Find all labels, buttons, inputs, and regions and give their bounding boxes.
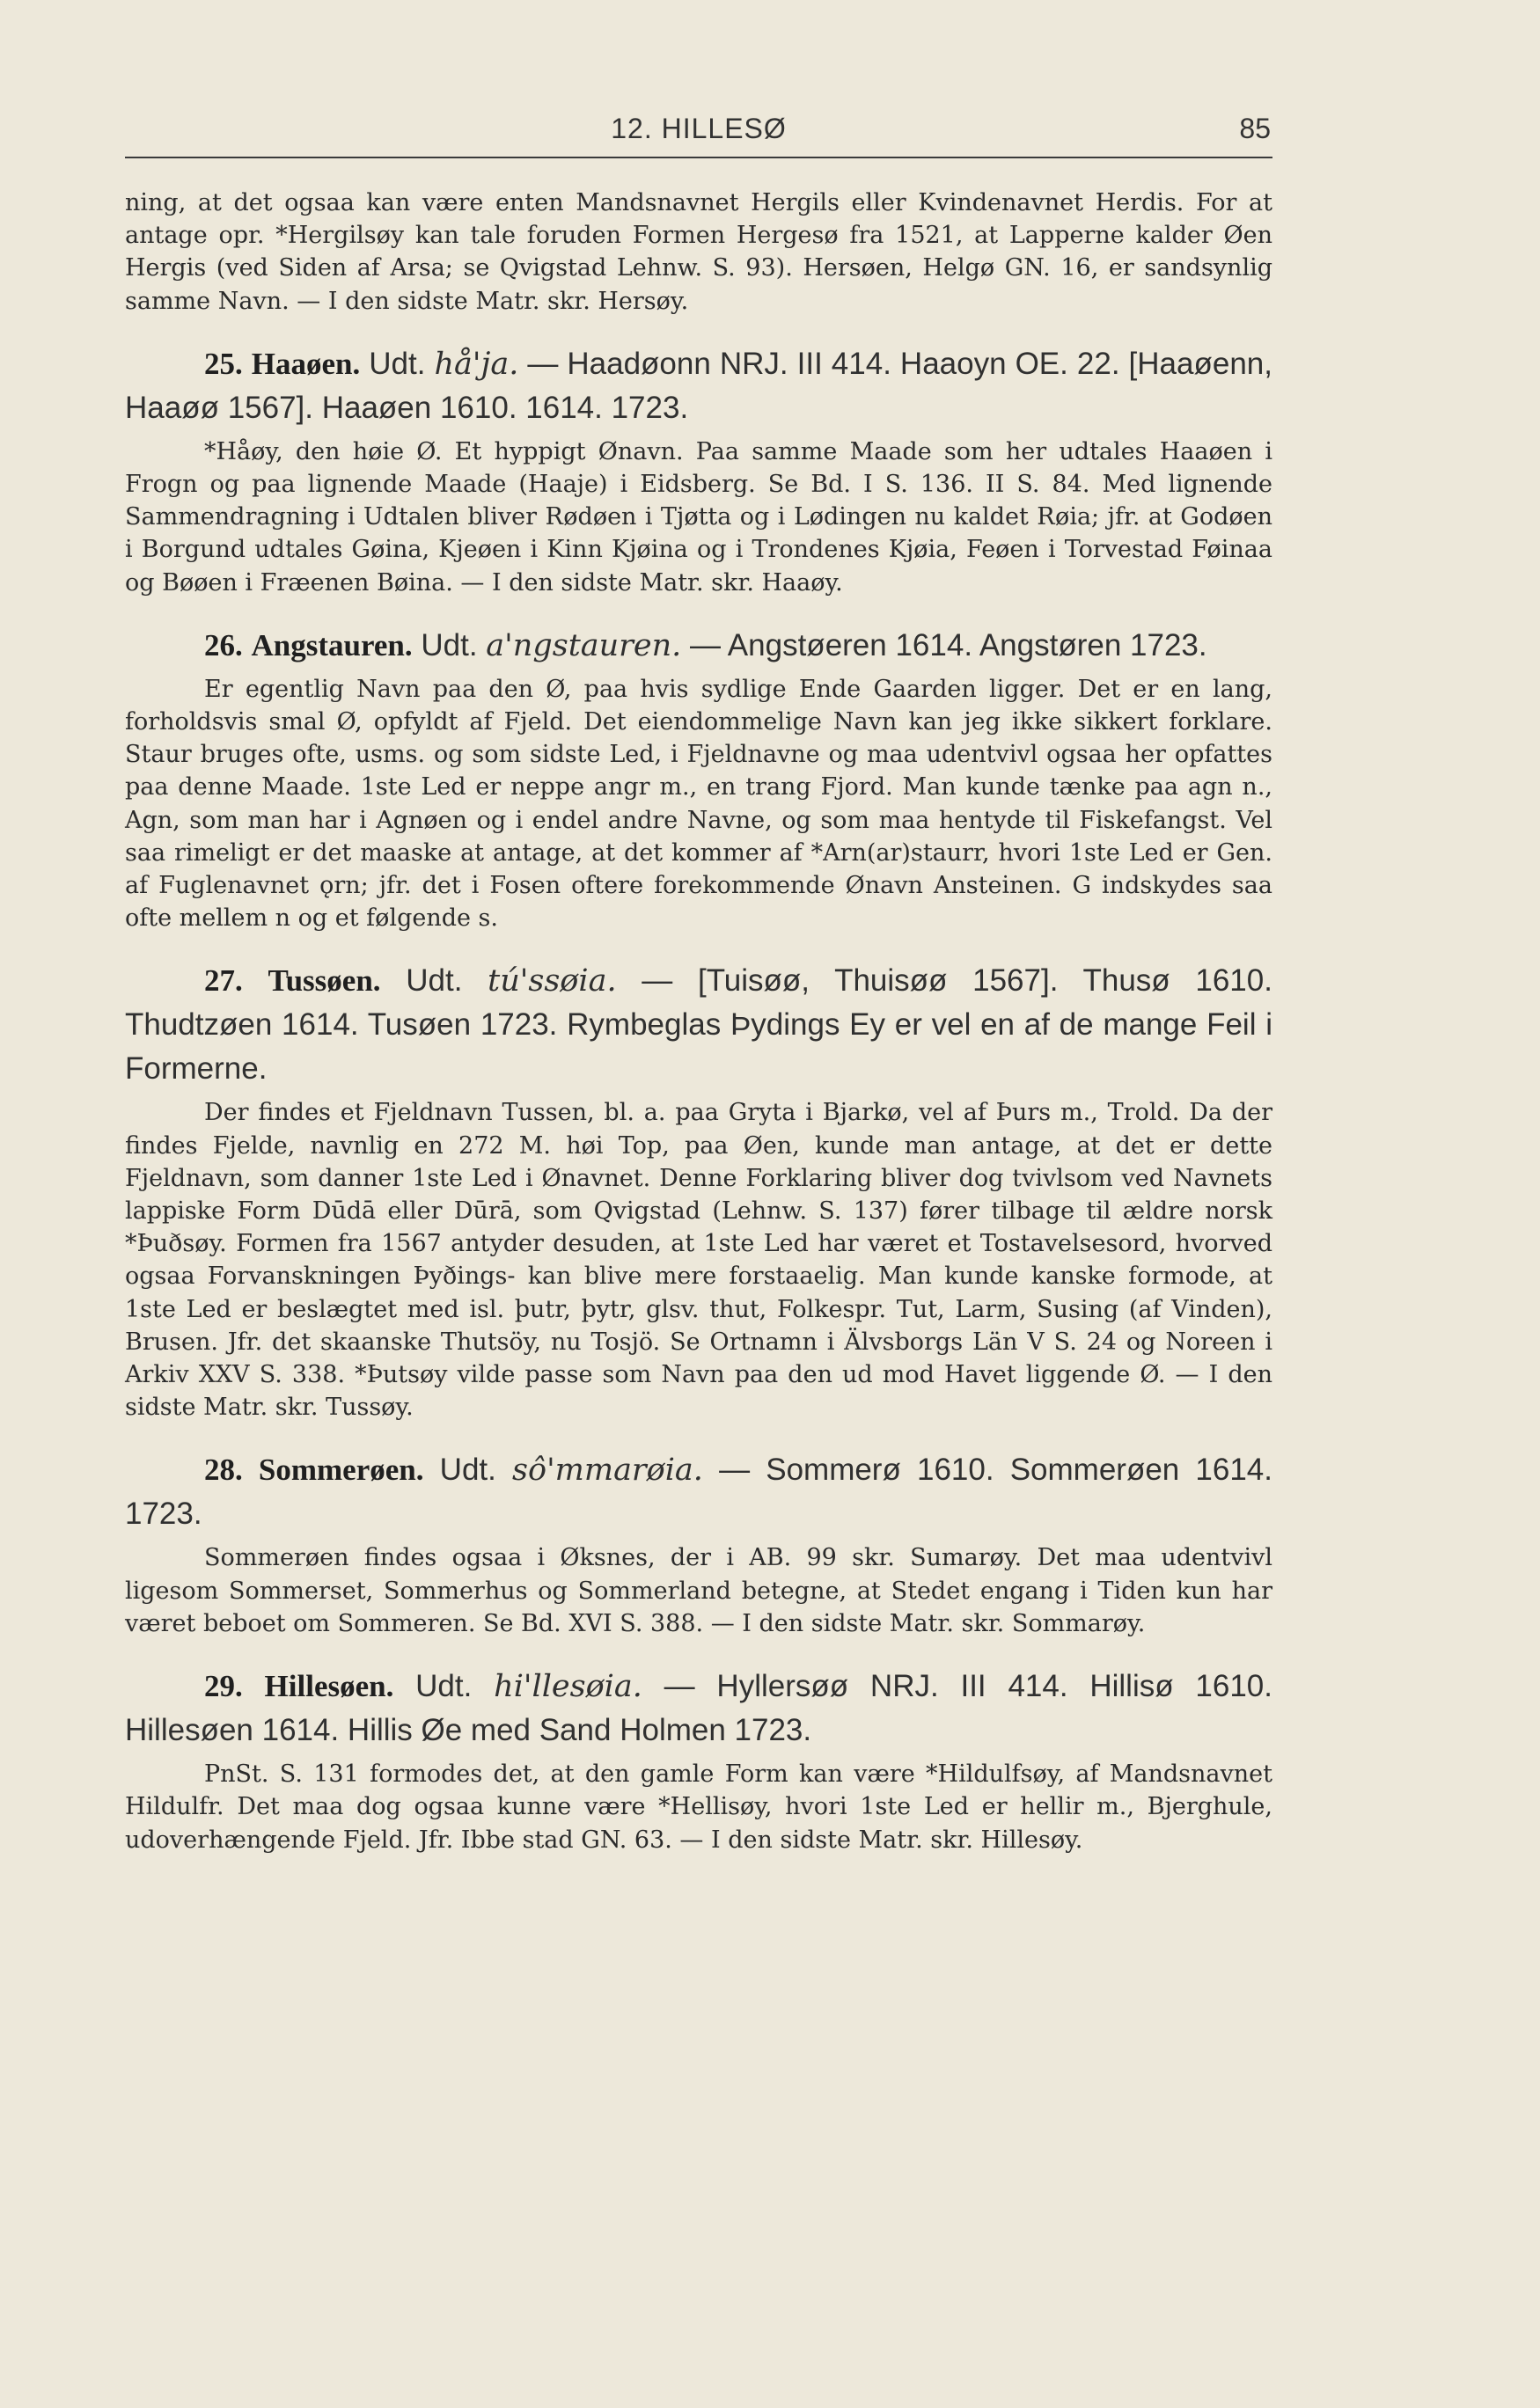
historical-forms: — Hyllersøø NRJ. III 414. Hillisø 1610. Hillesøen 1614. Hillis Øe med Sand Holmen 1723. bbox=[125, 1669, 1272, 1748]
historical-forms: — [Tuisøø, Thuisøø 1567]. Thusø 1610. Thudtzøen 1614. Tusøen 1723. Rymbeglas Þydings Ey er vel en af de mange Feil i Formerne. bbox=[125, 963, 1272, 1087]
entry-name: Hillesøen. bbox=[264, 1669, 394, 1704]
pronunciation: tú'ssøia. bbox=[488, 963, 617, 999]
intro-text: ning, at det ogsaa kan være enten Mandsnavnet Hergils eller Kvindenavnet Herdis. For at antage opr. *Hergilsøy kan tale foruden Formen Hergesø fra 1521, at Lapperne kalder Øen Hergis (ved Siden af Arsa; se Qvigstad Lehnw. S. 93). Hersøen, Helgø GN. 16, er sandsynlig samme Navn. — I den sidste Matr. skr. Hersøy. bbox=[125, 189, 1272, 315]
body-text bbox=[125, 187, 1272, 1856]
entry-name: Tussøen. bbox=[268, 963, 381, 999]
page-number: 85 bbox=[1239, 113, 1271, 144]
entry-name: Haaøen. bbox=[251, 346, 361, 381]
entry-27 bbox=[125, 959, 1272, 1424]
entry-name: Angstauren. bbox=[251, 627, 413, 662]
running-head: 12. HILLESØ bbox=[611, 113, 787, 144]
entry-heading bbox=[125, 624, 1272, 668]
entry-heading bbox=[125, 1448, 1272, 1536]
entry-name: Sommerøen. bbox=[258, 1453, 424, 1488]
entry-number: 29. bbox=[204, 1669, 243, 1704]
udt-label: Udt. bbox=[369, 346, 426, 381]
historical-forms: — Sommerø 1610. Sommerøen 1614. 1723. bbox=[125, 1453, 1272, 1532]
pronunciation: hi'llesøia. bbox=[494, 1669, 642, 1705]
entry-body: Er egentlig Navn paa den Ø, paa hvis sydlige Ende Gaarden ligger. Det er en lang, forholdsvis smal Ø, opfyldt af Fjeld. Det eiendommelige Navn kan jeg ikke sikkert forklare. Staur bruges ofte, usms. og som sidste Led, i Fjeldnavne og maa udentvivl ogsaa her opfattes paa denne Maade. 1ste Led er neppe angr m., en trang Fjord. Man kunde tænke paa agn n., Agn, som man har i Agnøen og i endel andre Navne, og som maa hentyde til Fiskefangst. Vel saa rimeligt er det maaske at antage, at det kommer af *Arn(ar)staurr, hvori 1ste Led er Gen. af Fuglenavnet ǫrn; jfr. det i Fosen oftere forekommende Ønavn Ansteinen. G indskydes saa ofte mellem n og et følgende s. bbox=[125, 675, 1272, 933]
page-header bbox=[125, 113, 1272, 158]
entry-number: 26. bbox=[204, 627, 243, 662]
pronunciation: hå'ja. bbox=[434, 346, 519, 382]
entry-26 bbox=[125, 624, 1272, 935]
entry-body: Der findes et Fjeldnavn Tussen, bl. a. paa Gryta i Bjarkø, vel af Þurs m., Trold. Da der findes Fjelde, navnlig en 272 M. høi Top, paa Øen, kunde man antage, at det er dette Fjeldnavn, som danner 1ste Led i Ønavnet. Denne Forklaring bliver dog tvivlsom ved Navnets lappiske Form Dūdā eller Dūrā, som Qvigstad (Lehnw. S. 137) fører tilbage til ældre norsk *Þuðsøy. Formen fra 1567 antyder desuden, at 1ste Led har været et Tostavelsesord, hvorved ogsaa Forvanskningen Þyðings- kan blive mere forstaaelig. Man kunde kanske formode, at 1ste Led er beslægtet med isl. þutr, þytr, glsv. thut, Folkespr. Tut, Larm, Susing (af Vinden), Brusen. Jfr. det skaanske Thutsöy, nu Tosjö. Se Ortnamn i Älvsborgs Län V S. 24 og Noreen i Arkiv XXV S. 338. *Þutsøy vilde passe som Navn paa den ud mod Havet liggende Ø. — I den sidste Matr. skr. Tussøy. bbox=[125, 1099, 1272, 1422]
udt-label: Udt. bbox=[439, 1453, 496, 1488]
udt-label: Udt. bbox=[406, 963, 463, 999]
entry-number: 28. bbox=[204, 1453, 243, 1488]
intro-paragraph bbox=[125, 187, 1272, 318]
entry-heading bbox=[125, 959, 1272, 1091]
entry-body: PnSt. S. 131 formodes det, at den gamle Form kan være *Hildulfsøy, af Mandsnavnet Hildulfr. Det maa dog ogsaa kunne være *Hellisøy, hvori 1ste Led er hellir m., Bjerghule, udoverhængende Fjeld. Jfr. Ibbe stad GN. 63. — I den sidste Matr. skr. Hillesøy. bbox=[125, 1760, 1272, 1854]
entry-29 bbox=[125, 1665, 1272, 1856]
entry-body: Sommerøen findes ogsaa i Øksnes, der i AB. 99 skr. Sumarøy. Det maa udentvivl ligesom Sommerset, Sommerhus og Sommerland betegne, at Stedet engang i Tiden kun har været beboet om Sommeren. Se Bd. XVI S. 388. — I den sidste Matr. skr. Sommarøy. bbox=[125, 1544, 1272, 1637]
udt-label: Udt. bbox=[421, 627, 478, 662]
entry-28 bbox=[125, 1448, 1272, 1640]
entry-heading bbox=[125, 1665, 1272, 1753]
historical-forms: — Angstøeren 1614. Angstøren 1723. bbox=[690, 627, 1207, 662]
entry-number: 27. bbox=[204, 963, 243, 999]
entry-number: 25. bbox=[204, 346, 243, 381]
entry-25 bbox=[125, 342, 1272, 599]
pronunciation: sô'mmarøia. bbox=[512, 1453, 703, 1489]
historical-forms: — Haadøonn NRJ. III 414. Haaoyn OE. 22. [Haaøenn, Haaøø 1567]. Haaøen 1610. 1614. 1723. bbox=[125, 346, 1272, 425]
entry-heading bbox=[125, 342, 1272, 430]
pronunciation: a'ngstauren. bbox=[486, 627, 682, 663]
entry-body: *Håøy, den høie Ø. Et hyppigt Ønavn. Paa samme Maade som her udtales Haaøen i Frogn og paa lignende Maade (Haaje) i Eidsberg. Se Bd. I S. 136. II S. 84. Med lignende Sammendragning i Udtalen bliver Rødøen i Tjøtta og i Lødingen nu kaldet Røia; jfr. at Godøen i Borgund udtales Gøina, Kjeøen i Kinn Kjøina og i Trondenes Kjøia, Feøen i Torvestad Føinaa og Bøøen i Fræenen Bøina. — I den sidste Matr. skr. Haaøy. bbox=[125, 437, 1272, 597]
udt-label: Udt. bbox=[415, 1669, 473, 1704]
